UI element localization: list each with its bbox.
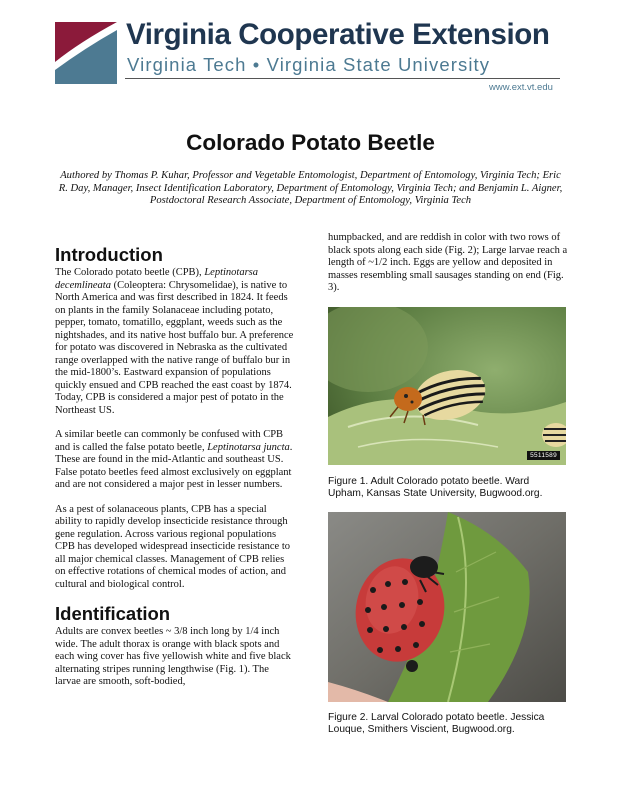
intro-paragraph-2: A similar beetle can commonly be confused with CPB and is called the false potato beetle, Leptinotarsa juncta. These are found in the mid-Atlantic and southeast US. False potato beetles feed almost exclusively on eggplant and are not considered a major pest in lesser numbers. xyxy=(55,429,293,490)
intro-paragraph-1: The Colorado potato beetle (CPB), Leptinotarsa decemlineata (Coleoptera: Chrysomelidae), is native to North America and was first described in 1824. It feeds on plants in the family Solanaceae including potato, pepper, tomato, tomatillo, eggplant, weeds such as the nightshades, and its native host buffalo bur. A preference for potato was discovered in Nebraska as the cultivated range overlapped with the native range of buffalo bur in the mid-1800’s. Eastward expansion of populations quickly ensued and CPB reached the east coast by 1874. Today, CPB is considered a major pest of potato in the Northeast US. xyxy=(55,267,294,416)
authors: Authored by Thomas P. Kuhar, Professor and Vegetable Entomologist, Department of Entomology, Virginia Tech; Eric R. Day, Manager, Insect Identification Laboratory, Department of Entomology, Virginia Tech; and Benjamin L. Aigner, Postdoctoral Research Associate, Department of Entomology, Virginia Tech xyxy=(58,170,563,207)
figure-1-photo xyxy=(328,307,566,465)
figure-2-photo xyxy=(328,512,566,702)
page-title: Colorado Potato Beetle xyxy=(186,130,435,155)
identification-paragraph: Adults are convex beetles ~ 3/8 inch long by 1/4 inch wide. The adult thorax is orange with black spots and each wing cover has five yellowish white and five black alternating stripes running lengthwise (Fig. 1). The larvae are smooth, soft-bodied, xyxy=(55,626,291,687)
image-id-stamp: 5511589 xyxy=(527,451,560,460)
identification-paragraph-continued: humpbacked, and are reddish in color with two rows of black spots along each side (Fig. 2); Large larvae reach a length of ~1/2 inch. Eggs are yellow and deposited in masses resembling small sausages standing on end (Fig. 3). xyxy=(328,232,568,293)
identification-heading: Identification xyxy=(55,603,171,624)
extension-logo xyxy=(55,22,117,84)
org-name: Virginia Cooperative Extension xyxy=(126,18,550,51)
intro-paragraph-3: As a pest of solanaceous plants, CPB has a special ability to rapidly develop insecticide resistance through gene regulation. Across various regional populations CPB has developed widespread insecticide resistance to all major chemical classes. Management of CPB relies on effective rotations of chemical modes of action, and cultural and biological control. xyxy=(55,503,291,590)
figure-1-caption: Figure 1. Adult Colorado potato beetle. Ward Upham, Kansas State University, Bugwood.org. xyxy=(328,476,543,500)
left-column xyxy=(55,244,295,689)
introduction-heading: Introduction xyxy=(55,244,163,265)
right-column xyxy=(328,232,568,295)
figure-2-caption: Figure 2. Larval Colorado potato beetle. Jessica Louque, Smithers Viscient, Bugwood.org. xyxy=(328,712,545,736)
universities: Virginia Tech • Virginia State University xyxy=(127,54,491,75)
website-link[interactable]: www.ext.vt.edu xyxy=(489,82,553,93)
header-rule xyxy=(125,78,560,79)
